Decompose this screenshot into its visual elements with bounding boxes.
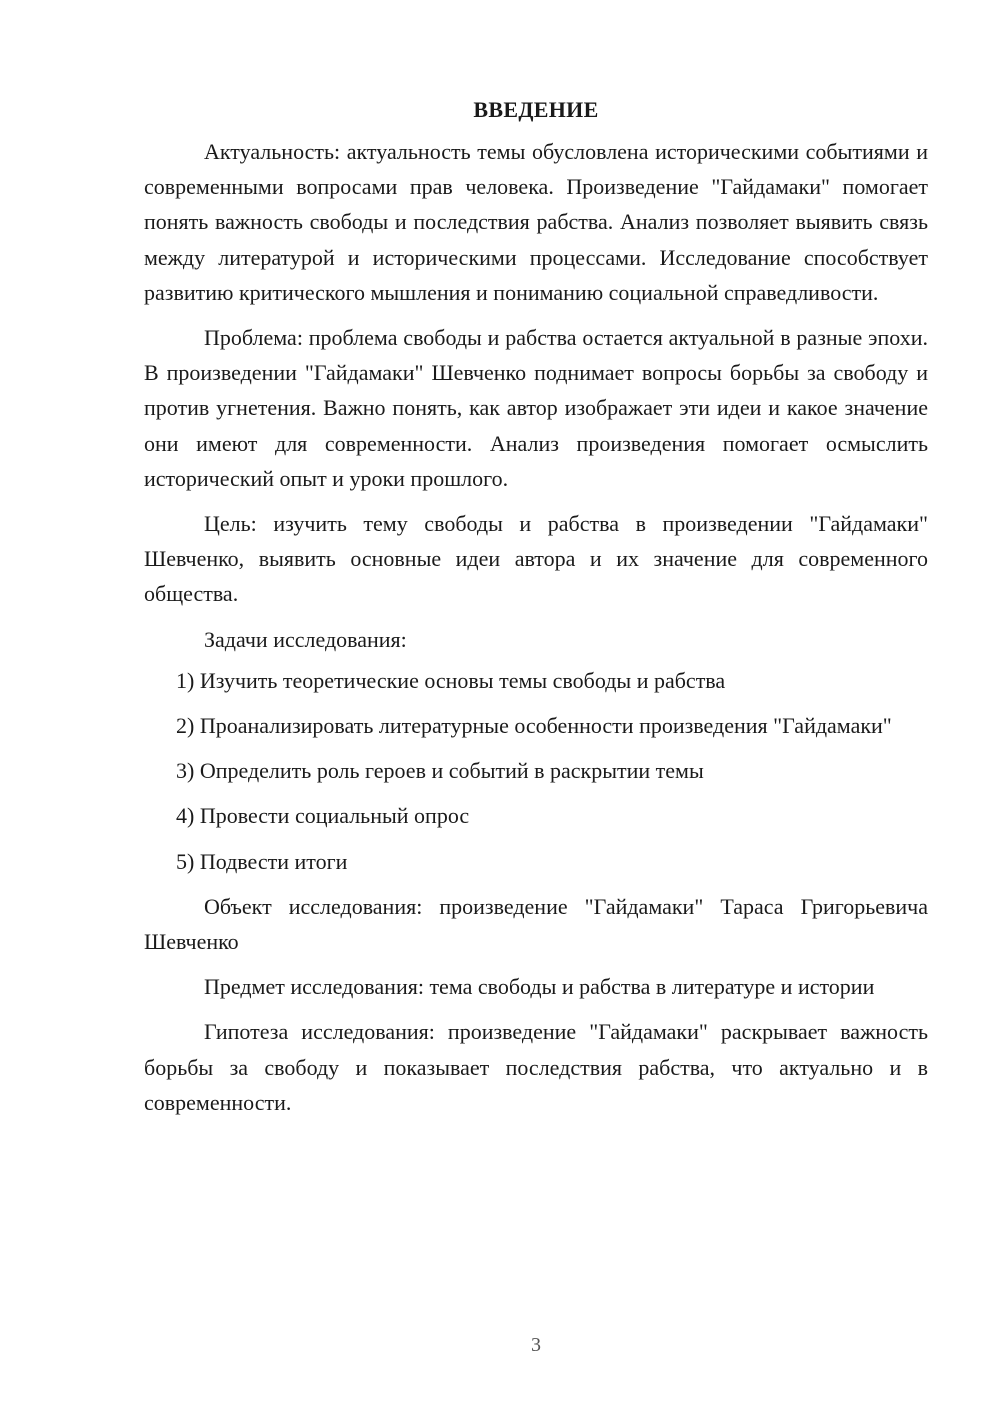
paragraph-problem: Проблема: проблема свободы и рабства остается актуальной в разные эпохи. В произведении "Гайдамаки" Шевченко поднимает вопросы борьбы за свободу и против угнетения. Важно понять, как автор изображает эти идеи и какое значение они имеют для современности. Анализ произведения помогает осмыслить исторический опыт и уроки прошлого.	[144, 325, 928, 491]
task-item-4: 4) Провести социальный опрос	[176, 803, 470, 829]
document-page	[144, 92, 928, 1130]
tasks-heading: Задачи исследования:	[204, 626, 407, 652]
section-title: ВВЕДЕНИЕ	[473, 97, 599, 122]
task-item-5: 5) Подвести итоги	[176, 848, 348, 874]
task-item-1: 1) Изучить теоретические основы темы свободы и рабства	[176, 667, 726, 693]
task-item-2: 2) Проанализировать литературные особенности произведения "Гайдамаки"	[176, 713, 892, 739]
task-item-3: 3) Определить роль героев и событий в раскрытии темы	[176, 758, 704, 784]
paragraph-subject: Предмет исследования: тема свободы и рабства в литературе и истории	[204, 974, 875, 1000]
paragraph-relevance: Актуальность: актуальность темы обусловлена историческими событиями и современными вопросами прав человека. Произведение "Гайдамаки" помогает понять важность свободы и последствия рабства. Анализ позволяет выявить связь между литературой и историческими процессами. Исследование способствует развитию критического мышления и пониманию социальной справедливости.	[144, 139, 928, 305]
paragraph-goal: Цель: изучить тему свободы и рабства в произведении "Гайдамаки" Шевченко, выявить основные идеи автора и их значение для современного общества.	[144, 511, 928, 607]
paragraph-hypothesis: Гипотеза исследования: произведение "Гайдамаки" раскрывает важность борьбы за свободу и показывает последствия рабства, что актуально и в современности.	[144, 1019, 928, 1115]
page-number: 3	[531, 1334, 541, 1356]
paragraph-object: Объект исследования: произведение "Гайдамаки" Тараса Григорьевича Шевченко	[144, 893, 928, 955]
